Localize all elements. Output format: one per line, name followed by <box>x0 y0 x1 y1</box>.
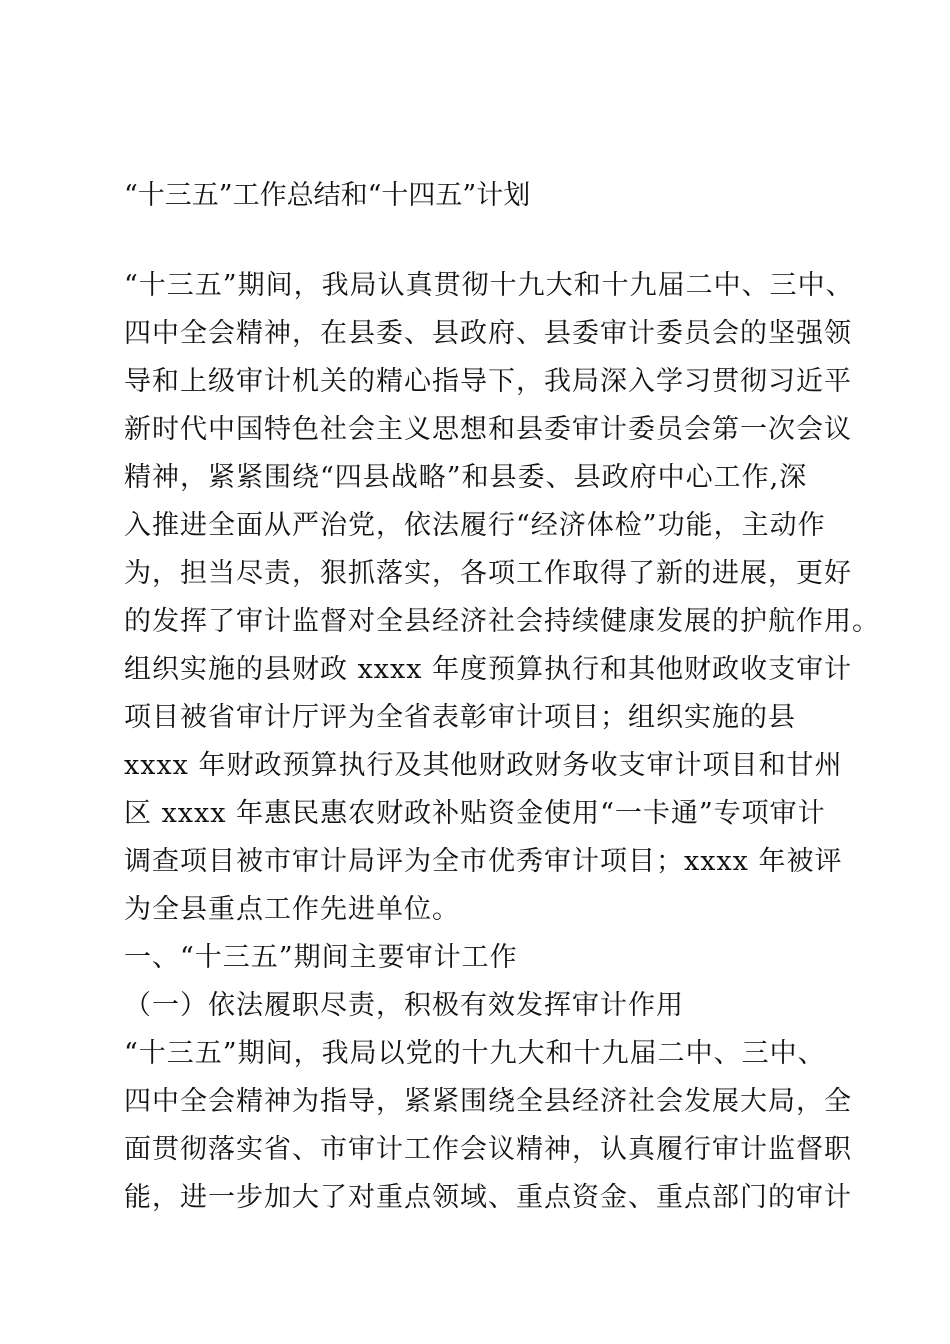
body-line-7: 为，担当尽责，狠抓落实，各项工作取得了新的进展，更好 <box>124 558 852 589</box>
body-line-3: 导和上级审计机关的精心指导下，我局深入学习贯彻习近平 <box>124 366 852 397</box>
body-line-10: 项目被省审计厅评为全省表彰审计项目；组织实施的县 <box>124 702 796 733</box>
body-line-20: 能，进一步加大了对重点领域、重点资金、重点部门的审计 <box>124 1182 852 1213</box>
document-title: “十三五”工作总结和“十四五”计划 <box>124 180 531 211</box>
body-line-19: 面贯彻落实省、市审计工作会议精神，认真履行审计监督职 <box>124 1134 852 1165</box>
body-line-6: 入推进全面从严治党，依法履行“经济体检”功能，主动作 <box>124 510 826 541</box>
body-line-4: 新时代中国特色社会主义思想和县委审计委员会第一次会议 <box>124 414 852 445</box>
body-line-18: 四中全会精神为指导，紧紧围绕全县经济社会发展大局，全 <box>124 1086 852 1117</box>
body-line-14: 为全县重点工作先进单位。 <box>124 894 460 925</box>
body-line-5: 精神，紧紧围绕“四县战略”和县委、县政府中心工作,深 <box>124 462 808 493</box>
body-line-17: “十三五”期间，我局以党的十九大和十九届二中、三中、 <box>124 1038 826 1069</box>
body-line-11: xxxx 年财政预算执行及其他财政财务收支审计项目和甘州 <box>124 750 843 781</box>
subsection-heading: （一）依法履职尽责，积极有效发挥审计作用 <box>124 990 684 1021</box>
body-line-8: 的发挥了审计监督对全县经济社会持续健康发展的护航作用。 <box>124 606 880 637</box>
body-line-12: 区 xxxx 年惠民惠农财政补贴资金使用“一卡通”专项审计 <box>124 798 826 829</box>
body-line-9: 组织实施的县财政 xxxx 年度预算执行和其他财政收支审计 <box>124 654 853 685</box>
body-line-2: 四中全会精神，在县委、县政府、县委审计委员会的坚强领 <box>124 318 852 349</box>
section-heading: 一、“十三五”期间主要审计工作 <box>124 942 518 973</box>
body-line-1: “十三五”期间，我局认真贯彻十九大和十九届二中、三中、 <box>124 270 854 301</box>
body-line-13: 调查项目被市审计局评为全市优秀审计项目；xxxx 年被评 <box>124 846 843 877</box>
